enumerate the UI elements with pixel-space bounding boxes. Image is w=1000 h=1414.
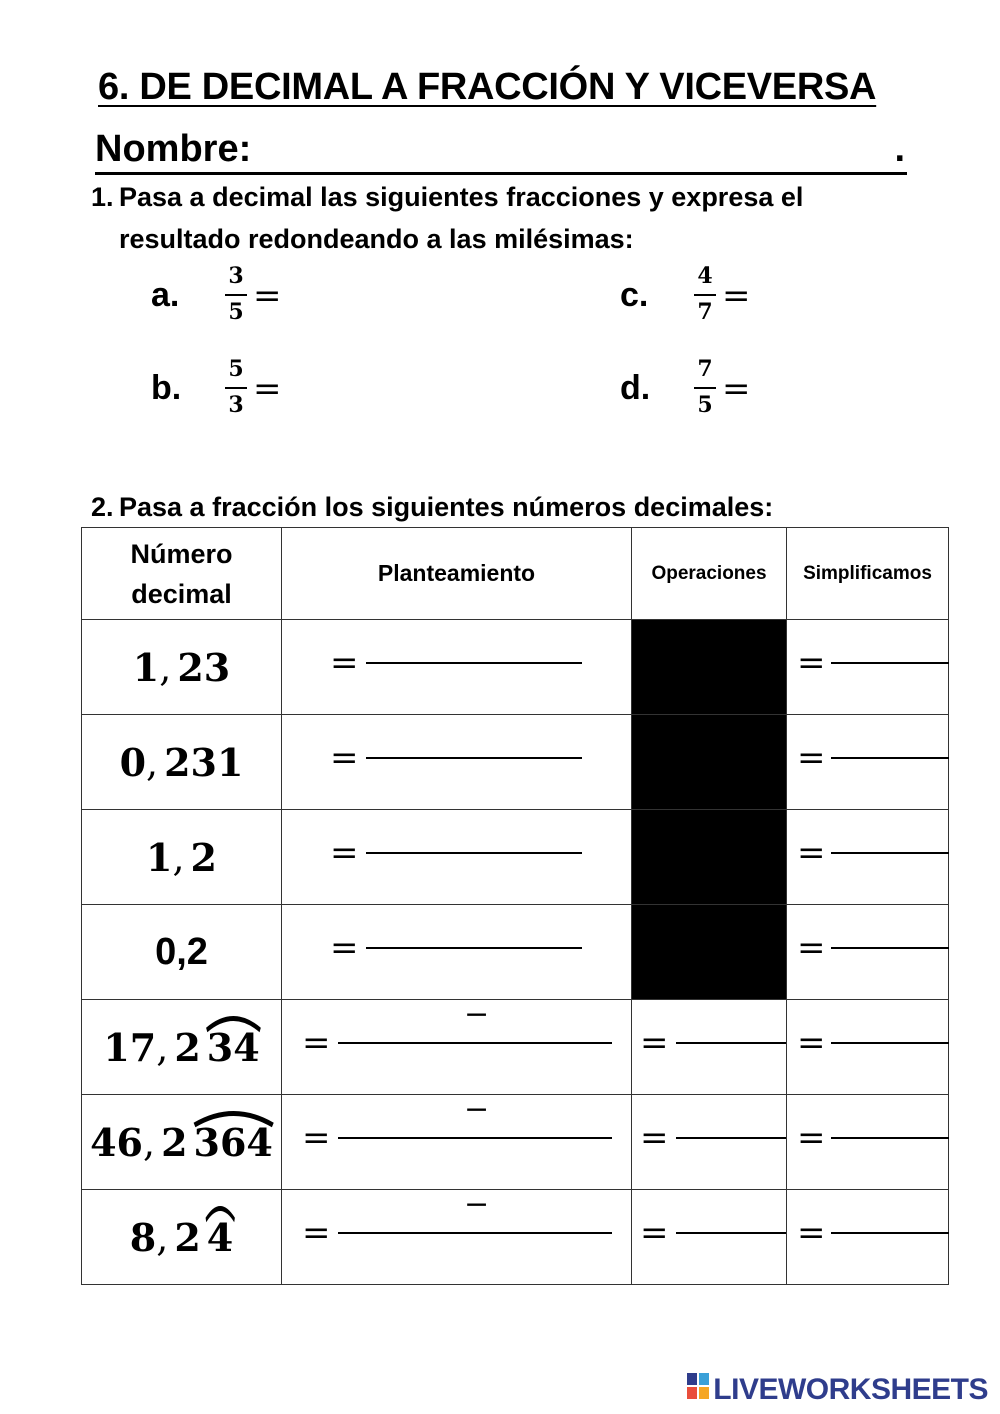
header-setup: Planteamiento [282, 528, 632, 620]
integer-part: 46 [90, 1119, 143, 1165]
decimal-separator: , [156, 1215, 169, 1260]
question-1-text: Pasa a decimal las siguientes fracciones y expresa el resultado redondeando a las milésimas: [119, 182, 804, 254]
fraction-item-b [151, 355, 351, 435]
operations-cell [632, 620, 787, 715]
minus-sign: − [464, 997, 490, 1032]
setup-cell[interactable] [282, 997, 632, 1095]
decimal-number-cell [82, 715, 282, 810]
table-row [82, 905, 949, 1000]
integer-part: 17 [103, 1024, 157, 1070]
table-row [82, 620, 949, 715]
liveworksheets-logo [687, 1373, 988, 1407]
decimal-number [133, 645, 230, 690]
period-arc-icon [205, 1201, 235, 1223]
fraction-item-c [620, 262, 820, 342]
equals-sign: = [797, 928, 826, 968]
name-end-dot: . [894, 128, 905, 170]
period-arc-icon [205, 1011, 262, 1033]
operations-cell [632, 810, 787, 905]
integer-part: 0 [155, 930, 177, 973]
decimal-number-cell [82, 1095, 282, 1190]
equals-sign: = [797, 1118, 826, 1158]
denominator: 5 [228, 299, 244, 325]
answer-line[interactable] [831, 757, 949, 759]
answer-line[interactable] [338, 1232, 612, 1234]
decimal-number [90, 1120, 273, 1165]
operations-cell[interactable] [632, 1000, 787, 1095]
integer-part: 1 [132, 644, 160, 690]
periodic-digits: 364 [193, 1119, 273, 1165]
periodic-part [194, 1120, 273, 1165]
name-line[interactable] [95, 128, 907, 175]
table-row [82, 715, 949, 810]
item-letter: a. [151, 276, 180, 314]
decimal-number-cell [82, 905, 282, 1000]
name-label: Nombre: [95, 128, 252, 170]
equals-sign: = [797, 833, 826, 873]
table-row [82, 1190, 949, 1285]
simplify-cell[interactable] [787, 905, 949, 1000]
fraction-bar [694, 294, 716, 296]
equals-sign: = [330, 738, 359, 778]
operations-cell [632, 715, 787, 810]
equals-sign: = [253, 369, 282, 409]
periodic-digits: 34 [206, 1024, 260, 1070]
decimal-separator: , [159, 645, 172, 690]
answer-line[interactable] [831, 662, 949, 664]
fraction [225, 355, 247, 419]
fraction-bar [225, 387, 247, 389]
setup-cell[interactable] [282, 715, 632, 810]
question-1 [91, 176, 891, 266]
equals-sign: = [797, 738, 826, 778]
decimal-separator: , [176, 930, 187, 973]
setup-cell[interactable] [282, 810, 632, 905]
equals-sign: = [797, 1213, 826, 1253]
decimal-number [130, 1215, 233, 1260]
period-arc-icon [192, 1106, 275, 1128]
decimal-separator: , [172, 835, 185, 880]
denominator: 3 [228, 392, 244, 418]
fraction-item-d [620, 355, 820, 435]
decimal-number [120, 740, 244, 785]
answer-line[interactable] [366, 852, 582, 854]
integer-part: 1 [146, 834, 173, 880]
liveworksheets-brand: LIVEWORKSHEETS [713, 1373, 988, 1406]
answer-line[interactable] [366, 662, 582, 664]
answer-line[interactable] [831, 1137, 949, 1139]
answer-line[interactable] [676, 1042, 786, 1044]
equals-sign: = [302, 1118, 331, 1158]
conversion-table [81, 527, 949, 1285]
operations-cell [632, 905, 787, 1000]
answer-line[interactable] [338, 1042, 612, 1044]
setup-cell[interactable] [282, 905, 632, 1000]
simplify-cell[interactable] [787, 1000, 949, 1095]
decimal-part: 23 [177, 644, 231, 690]
integer-part: 0 [119, 739, 147, 785]
equals-sign: = [330, 643, 359, 683]
decimal-number [146, 835, 217, 880]
decimal-separator: , [146, 740, 159, 785]
minus-sign: − [464, 1187, 490, 1222]
worksheet-title: 6. DE DECIMAL A FRACCIÓN Y VICEVERSA [98, 66, 877, 108]
decimal-number-cell [82, 1190, 282, 1285]
fraction [225, 262, 247, 326]
answer-line[interactable] [676, 1232, 786, 1234]
decimal-part: 2 [174, 1214, 201, 1260]
answer-line[interactable] [338, 1137, 612, 1139]
equals-sign: = [797, 643, 826, 683]
equals-sign: = [797, 1023, 826, 1063]
minus-sign: − [464, 1092, 490, 1127]
periodic-digits: 4 [206, 1214, 234, 1260]
equals-sign: = [722, 369, 751, 409]
table-row [82, 1000, 949, 1095]
table-row [82, 810, 949, 905]
answer-line[interactable] [366, 757, 582, 759]
decimal-separator: , [143, 1120, 156, 1165]
decimal-part: 231 [164, 739, 244, 785]
header-operations: Operaciones [632, 528, 787, 620]
decimal-part: 2 [186, 930, 208, 973]
fraction-item-a [151, 262, 351, 342]
item-letter: b. [151, 369, 182, 407]
equals-sign: = [253, 276, 282, 316]
simplify-cell[interactable] [787, 620, 949, 715]
decimal-number-cell [82, 1000, 282, 1095]
answer-line[interactable] [831, 852, 949, 854]
table-header-row [82, 528, 949, 620]
item-letter: d. [620, 369, 651, 407]
decimal-part: 2 [174, 1024, 201, 1070]
fraction-bar [225, 294, 247, 296]
denominator: 5 [697, 392, 713, 418]
decimal-separator: , [156, 1025, 169, 1070]
fraction [694, 262, 716, 326]
item-letter: c. [620, 276, 649, 314]
equals-sign: = [302, 1213, 331, 1253]
numerator: 4 [697, 263, 713, 289]
answer-line[interactable] [831, 947, 949, 949]
equals-sign: = [640, 1118, 669, 1158]
answer-line[interactable] [366, 947, 582, 949]
equals-sign: = [302, 1023, 331, 1063]
operations-cell[interactable] [632, 1190, 787, 1285]
decimal-part: 2 [161, 1119, 188, 1165]
fraction-bar [694, 387, 716, 389]
setup-cell[interactable] [282, 1092, 632, 1190]
fraction [694, 355, 716, 419]
equals-sign: = [722, 276, 751, 316]
answer-line[interactable] [831, 1232, 949, 1234]
decimal-number-cell [82, 620, 282, 715]
periodic-part [207, 1025, 260, 1070]
equals-sign: = [640, 1023, 669, 1063]
simplify-cell[interactable] [787, 810, 949, 905]
header-simplify: Simplificamos [787, 528, 949, 620]
simplify-cell[interactable] [787, 715, 949, 810]
denominator: 7 [697, 299, 713, 325]
numerator: 5 [228, 356, 244, 382]
decimal-number [103, 1025, 259, 1070]
answer-line[interactable] [831, 1042, 949, 1044]
question-2 [91, 486, 891, 528]
header-decimal-number: Número decimal [82, 528, 282, 620]
question-1-number: 1. [91, 182, 114, 212]
decimal-number [155, 931, 208, 974]
decimal-part: 2 [190, 834, 217, 880]
setup-cell[interactable] [282, 620, 632, 715]
answer-line[interactable] [676, 1137, 786, 1139]
integer-part: 8 [129, 1214, 157, 1260]
simplify-cell[interactable] [787, 1095, 949, 1190]
setup-cell[interactable] [282, 1187, 632, 1285]
simplify-cell[interactable] [787, 1190, 949, 1285]
question-2-text: Pasa a fracción los siguientes números decimales: [119, 492, 774, 522]
numerator: 3 [228, 263, 244, 289]
operations-cell[interactable] [632, 1095, 787, 1190]
numerator: 7 [697, 356, 713, 382]
liveworksheets-icon [687, 1373, 709, 1407]
equals-sign: = [640, 1213, 669, 1253]
decimal-number-cell [82, 810, 282, 905]
equals-sign: = [330, 833, 359, 873]
equals-sign: = [330, 928, 359, 968]
periodic-part [207, 1215, 233, 1260]
table-row [82, 1095, 949, 1190]
question-2-number: 2. [91, 492, 114, 522]
